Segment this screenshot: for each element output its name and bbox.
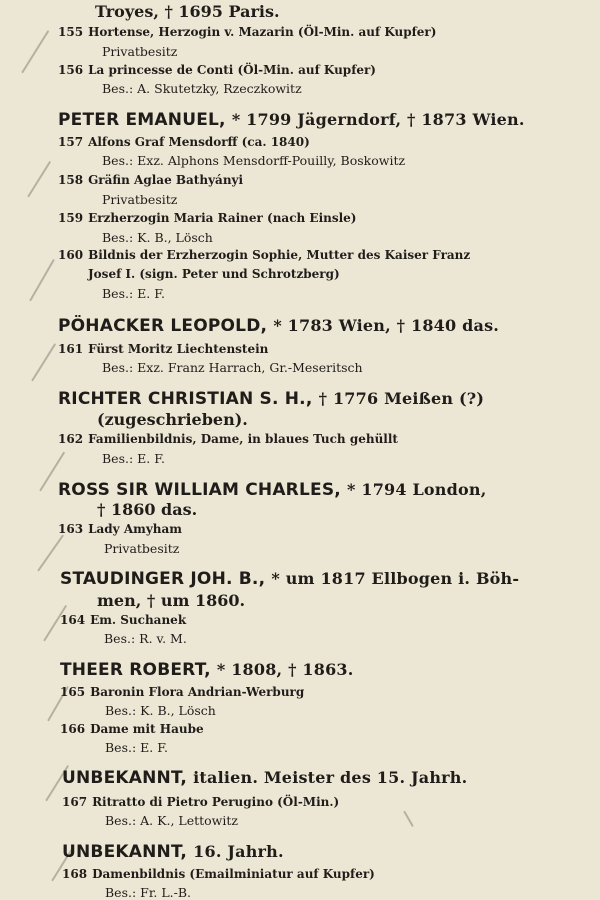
- work-number: 160: [58, 248, 84, 262]
- work-owner: Bes.: R. v. M.: [104, 631, 187, 646]
- work-title-text: Damenbildnis (Emailminiatur auf Kupfer): [92, 867, 375, 881]
- artist-continuation: men, † um 1860.: [97, 591, 246, 610]
- artist-heading: [58, 389, 484, 409]
- work-number: 155: [58, 25, 84, 39]
- pencil-mark: [403, 811, 414, 828]
- work-title-text: Gräfin Aglae Bathyányi: [88, 173, 244, 187]
- work-title-continuation: Josef I. (sign. Peter und Schrotzberg): [88, 267, 340, 281]
- artist-life: * 1808, † 1863.: [216, 660, 354, 679]
- work-title-text: Familienbildnis, Dame, in blaues Tuch gehüllt: [88, 432, 398, 446]
- artist-name: PÖHACKER LEOPOLD,: [58, 316, 268, 336]
- artist-continuation: Troyes, † 1695 Paris.: [95, 2, 280, 21]
- work-title-text: Hortense, Herzogin v. Mazarin (Öl-Min. auf Kupfer): [88, 25, 437, 39]
- work-number: 168: [62, 867, 88, 881]
- work-number: 158: [58, 173, 84, 187]
- pencil-mark: [21, 30, 49, 73]
- work-title-text: Bildnis der Erzherzogin Sophie, Mutter des Kaiser Franz: [88, 248, 471, 262]
- work-title: [58, 522, 182, 536]
- work-title: [58, 432, 398, 446]
- work-title-text: Alfons Graf Mensdorff (ca. 1840): [88, 135, 310, 149]
- artist-life: † 1776 Meißen (?): [318, 389, 485, 408]
- work-title: [58, 248, 470, 262]
- work-owner: Bes.: K. B., Lösch: [102, 230, 213, 245]
- work-number: 167: [62, 795, 88, 809]
- artist-life: italien. Meister des 15. Jahrh.: [193, 768, 468, 787]
- work-number: 166: [60, 722, 86, 736]
- work-title: [62, 867, 375, 881]
- artist-name: RICHTER CHRISTIAN S. H.,: [58, 389, 313, 409]
- work-number: 156: [58, 63, 84, 77]
- work-owner: Bes.: A. Skutetzky, Rzeczkowitz: [102, 81, 302, 96]
- work-number: 161: [58, 342, 84, 356]
- work-title: [62, 795, 339, 809]
- artist-heading: [62, 842, 284, 862]
- artist-life: 16. Jahrh.: [193, 842, 284, 861]
- work-owner: Bes.: A. K., Lettowitz: [105, 813, 238, 828]
- artist-heading: [58, 110, 525, 130]
- pencil-mark: [31, 343, 56, 381]
- work-owner: Bes.: K. B., Lösch: [105, 703, 216, 718]
- artist-heading: [62, 768, 467, 788]
- work-number: 159: [58, 211, 84, 225]
- work-owner: Privatbesitz: [102, 44, 178, 59]
- artist-life: * 1794 London,: [347, 480, 487, 499]
- work-number: 165: [60, 685, 86, 699]
- artist-heading: [60, 569, 519, 589]
- artist-continuation: † 1860 das.: [97, 500, 198, 519]
- work-title: [58, 173, 243, 187]
- work-title-text: Erzherzogin Maria Rainer (nach Einsle): [88, 211, 357, 225]
- work-title-text: Ritratto di Pietro Perugino (Öl-Min.): [92, 795, 340, 809]
- work-title: [58, 63, 376, 77]
- artist-name: UNBEKANNT,: [62, 842, 188, 862]
- work-owner: Privatbesitz: [102, 192, 178, 207]
- artist-life: * um 1817 Ellbogen i. Böh-: [271, 569, 520, 588]
- work-owner: Bes.: Exz. Franz Harrach, Gr.-Meseritsch: [102, 360, 363, 375]
- work-owner: Bes.: E. F.: [102, 451, 165, 466]
- artist-name: UNBEKANNT,: [62, 768, 188, 788]
- work-number: 157: [58, 135, 84, 149]
- work-title-text: Fürst Moritz Liechtenstein: [88, 342, 269, 356]
- work-owner: Bes.: E. F.: [105, 740, 168, 755]
- work-owner: Bes.: Exz. Alphons Mensdorff-Pouilly, Boskowitz: [102, 153, 406, 168]
- artist-life: * 1783 Wien, † 1840 das.: [273, 316, 500, 335]
- artist-heading: [58, 480, 487, 500]
- work-title: [58, 211, 356, 225]
- artist-name: PETER EMANUEL,: [58, 110, 226, 130]
- work-owner: Bes.: E. F.: [102, 286, 165, 301]
- artist-heading: [60, 660, 354, 680]
- artist-name: STAUDINGER JOH. B.,: [60, 569, 266, 589]
- work-title: [60, 722, 204, 736]
- work-title: [58, 135, 310, 149]
- artist-life: * 1799 Jägerndorf, † 1873 Wien.: [231, 110, 525, 129]
- artist-continuation: (zugeschrieben).: [97, 410, 248, 429]
- work-title-text: Dame mit Haube: [90, 722, 204, 736]
- work-title-text: Lady Amyham: [88, 522, 182, 536]
- work-title-text: Baronin Flora Andrian-Werburg: [90, 685, 305, 699]
- work-title: [60, 685, 304, 699]
- work-owner: Bes.: Fr. L.-B.: [105, 885, 192, 900]
- pencil-mark: [37, 534, 64, 571]
- work-title: [58, 342, 268, 356]
- work-number: 162: [58, 432, 84, 446]
- work-number: 163: [58, 522, 84, 536]
- work-title: [58, 25, 436, 39]
- work-owner: Privatbesitz: [104, 541, 180, 556]
- artist-heading: [58, 316, 499, 336]
- work-title-text: Em. Suchanek: [90, 613, 187, 627]
- work-title-text: La princesse de Conti (Öl-Min. auf Kupfer): [88, 63, 376, 77]
- work-title: [60, 613, 186, 627]
- artist-name: THEER ROBERT,: [60, 660, 211, 680]
- work-number: 164: [60, 613, 86, 627]
- pencil-mark: [27, 161, 51, 198]
- artist-name: ROSS SIR WILLIAM CHARLES,: [58, 480, 341, 500]
- pencil-mark: [29, 259, 55, 302]
